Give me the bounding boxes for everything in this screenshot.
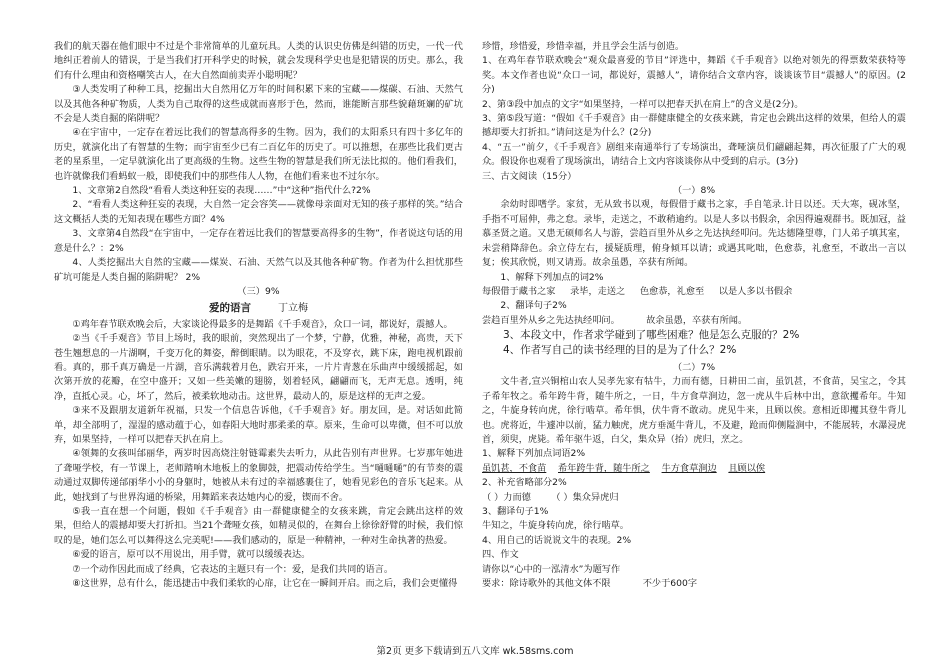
- option-item: 故余虽愚，卒获有所闻。: [646, 314, 748, 326]
- passage-paragraph: ④领舞的女孩叫邰丽华，两岁时因高烧注射链霉素失去听力，从此告别有声世界。七岁那年她进了聋哑学校，有一节课上，老师踏响木地板上的象脚鼓，把震动传给学生。当“嗵嗵嗵”的有节奏的震动通过双脚传递邰丽华小小的身躯时，她被从未有过的幸福感裹住了，她看见彩色的音乐飞起来。从此，她找到了与世界沟通的桥梁，用舞蹈来表达她内心的爱，锲而不舍。: [54, 448, 463, 503]
- option-item: 牛方食草涧边: [661, 462, 717, 474]
- question-options: [482, 462, 906, 476]
- option-item: 以是人多以书假余: [718, 285, 793, 297]
- option-item: （ ）力而德: [482, 491, 531, 503]
- passage-paragraph: ⑥爱的语言，原可以不用说出，用手臂，就可以缓缓表达。: [72, 549, 311, 561]
- question-item: 3、翻译句子1%: [482, 506, 549, 517]
- question-item: 1、解释下列加点词语2%: [482, 448, 586, 460]
- passage-paragraph: ②当《千手观音》节目上场时，我的眼前，突然现出了一个梦，宁静，优雅，神秘，高贵，天下苍生翘想息的一片湖啊，千变万化的舞姿，醉倒眼睛。以为眼花，不及穿衣，跳下床，跑电视机跟前看。真的，那千真万确是一片湖，音乐满载着月色，跌宕开来，一片片青葱在乐曲声中缓缓摇起，如次第开放的花瓣，在空中盛开；又如一些美嫩的翅膀，划着轻风，翩翩而飞，无声无息。透明，纯净，直抵心灵。心，坏了，然后，被柔软地动击。这世界，最动人的，原是这样的无声之爱。: [54, 333, 463, 402]
- article-title: 爱的语言: [209, 302, 252, 315]
- question-item: 4、“五一”前夕，《千手观音》剧组来南通举行了专场演出，聋哑演员们翩翩起舞，再次征服了广大的观众。假设你也观看了现场演出，请结合上文内容谈谈你从中受到的启示。(3分): [482, 141, 906, 168]
- passage-paragraph: ⑧这世界，总有什么，能迅捷击中我们柔软的心扉，让它在一瞬间开启。而之后，我们会更懂得: [72, 578, 458, 590]
- essay-requirement-b: 不少于600字: [642, 578, 698, 590]
- passage-paragraph: ⑤我一直在想一个问题，假如《千手观音》由一群健康健全的女孩来跳，肯定会跳出这样的效果，但给人的震撼却要大打折扣。当21个聋哑女孩，如精灵似的，在舞台上徐徐舒臂的时候，我们惊叹的是，她们怎么可以舞得这么完美呢!——我们感动的，原是一种精神，一种对生命执著的热爱。: [54, 506, 463, 546]
- sub-section-heading: （二）7%: [672, 361, 716, 373]
- question-item: 1、文章第2自然段“看看人类这种狂妄的表现……”中“这种”指代什么?2%: [72, 185, 371, 197]
- option-item: 录毕，走送之: [570, 285, 626, 297]
- left-column: [54, 40, 463, 591]
- passage-paragraph: 我们的航天器在他们眼中不过是个非常简单的儿童玩具。人类的认识史仿佛是纠错的历史，一代一代地纠正着前人的错误，于是当我们打开科学史的时候，就会发现科学史也是犯错误的历史。那么，我们有什么理由和资格嘲笑古人，在大自然面前卖弄小聪明呢？: [54, 41, 463, 81]
- section-heading: （三）9%: [237, 285, 280, 297]
- question-item: 3、文章第4自然段“在宇宙中，一定存在着远比我们的智慧要高得多的生物”，作者说这句话的用意是什么？：2%: [54, 228, 463, 254]
- essay-requirement: [482, 577, 906, 591]
- option-item: 色愈恭，礼愈至: [639, 285, 705, 297]
- option-item: 尝趋百里外从乡之先达执经叩问。: [482, 314, 620, 326]
- section-heading: 三、古文阅读（15分）: [482, 170, 577, 182]
- passage-paragraph: ⑦一个动作因此而成了经典，它表达的主题只有一个：爱，是我们共同的语言。: [72, 563, 394, 575]
- essay-requirement-a: 要求：除诗歌外的其他文体不限: [482, 578, 611, 590]
- option-item: 每假借于藏书之家: [482, 285, 556, 297]
- passage-paragraph: ④在宇宙中，一定存在着远比我们的智慧高得多的生物。因为，我们的太阳系只有四十多亿年的历史，就演化出了有智慧的生物；而宇宙至少已有二百亿年的历史了。可以推想，在那些比我们更古老的星系里，一定早就演化出了更高级的生物。这些生物的智慧是我们所无法比拟的。他们看我们，也许就像我们看蚂蚁一般，即使我们中的那些伟人人物，在他们看来也不过尔尔。: [54, 127, 463, 182]
- passage-paragraph: 珍惜，珍惜爱，珍惜幸福，并且学会生活与创造。: [482, 41, 685, 52]
- option-item: 且顾以俟: [728, 462, 766, 474]
- option-item: （ ）集众异虎归: [551, 491, 619, 503]
- question-item: 2、翻译句子2%: [500, 300, 567, 312]
- question-item: 1、解释下列加点的词2%: [500, 271, 604, 283]
- classical-passage: 余幼时即嗜学。家贫，无从致书以观，每假借于藏书之家，手自笔录.计日以还。天大寒，砚冰坚，手指不可屈伸，弗之怠。录毕，走送之，不敢稍逾约。以是人多以书假余，余因得遍观群书。既加冠，益慕圣贤之道。又患无硕师名人与游，尝趋百里外从乡之先达执经叩问。先达德隆望尊，门人弟子填其室，未尝稍降辞色。余立侍左右，援疑质理，俯身倾耳以请；或遇其叱咄，色愈恭，礼愈至，不敢出一言以复；俟其欣悦，则又请焉。故余虽愚，卒获有所闻。: [482, 199, 906, 269]
- article-author: 丁立梅: [277, 303, 308, 315]
- option-item: 虽饥甚，不食苗: [482, 462, 547, 474]
- question-item: 2、“看看人类这种狂妄的表现，大自然一定会容笑——就像母亲面对无知的孩子那样的笑。”结合这文概括人类的无知表现在哪些方面？4%: [54, 199, 463, 225]
- question-item: 4、人类挖掘出大自然的宝藏——煤炭、石油、天然气以及其他各种矿物。作者为什么担忧那些矿坑可能是人类自掘的陷阱呢？ 2%: [54, 257, 463, 283]
- question-options: [482, 491, 906, 505]
- section-heading: 四、作文: [482, 549, 519, 561]
- article-title-row: [54, 301, 463, 316]
- question-options: [482, 285, 906, 299]
- passage-paragraph: ③人类发明了种种工具，挖掘出大自然用亿万年的时间积累下来的宝藏——煤碳、石油、天然气以及其他各种矿物质，人类为自己取得的这些成就而喜形于色，然而，谁能断言那些貌藉斑斓的矿坑不会是人类自掘的陷阱呢？: [54, 84, 463, 125]
- question-item: 3、第⑤段写道：“假如《千手观音》由一群健康健全的女孩来跳，肯定也会跳出这样的效果，但给人的震撼却要大打折扣。”请问这是为什么？(2分): [482, 113, 906, 139]
- question-item: 2、补充省略部分2%: [482, 477, 567, 489]
- question-text: 牛知之，牛旋身转向虎，徐行啮草。: [482, 520, 629, 532]
- option-item: 希年跨牛背，随牛所之: [558, 462, 650, 474]
- question-item: 3、本段文中，作者求学碰到了哪些困难？他是怎么克服的？2%: [503, 329, 800, 342]
- passage-paragraph: ③来不及跟朋友道新年祝福，只发一个信息告诉他，《千手观音》好。朋友回，是。对话如此简单，却全部明了，湿湿的感动蕴于心，如春阳大地时那柔柔的草。原来，生命可以卑微，但不可以放弃，如果坚持，一样可以把春天扒在肩上。: [54, 405, 463, 445]
- page-footer: 第2页 更多下载请到五八文库 wk.58sms.com: [376, 646, 574, 657]
- question-item: 4、作者写自己的读书经理的目的是为了什么？2%: [503, 343, 737, 356]
- question-options: [482, 314, 906, 328]
- right-column: [482, 40, 906, 591]
- passage-paragraph: ①鸡年春节联欢晚会后，大家谈论得最多的是舞蹈《千手观音》，众口一词，都说好，震撼人。: [72, 318, 453, 330]
- question-item: 1、在鸡年春节联欢晚会“观众最喜爱的节目”评选中，舞蹈《千手观音》以绝对领先的得票数荣获特等奖。本文作者也说“众口一词，都说好，震撼人”，请你结合文章内容，谈谈该节目“震撼人”的原因。(2分): [482, 55, 906, 96]
- essay-prompt: 请你以“心中的一泓清水”为题写作: [482, 563, 621, 575]
- sub-section-heading: （一）8%: [672, 185, 716, 197]
- question-item: 4、用自己的话说说文牛的表现。2%: [482, 534, 632, 546]
- classical-passage: 文牛者,宣兴铜棺山农人吴孝先家有牯牛，力而有德，日耕田二亩，虽饥甚，不食苗，吴宝之，令其子希年牧之。希年跨牛背，随牛所之，一日，牛方食草涧边，忽一虎从牛后林中出，意欲攫希年。牛知之，牛旋身转向虎，徐行啮草。希年惧，伏牛背不敢动。虎见牛来，且顾以俟。意相近即攫其登牛背儿也。虎将近，牛遽冲以前，猛力触虎，虎方垂涎牛背儿，不及避，跄而仰侧隘涧中，不能展转，水瀑浸虎首，须臾，虎毙。希年驱牛返，白父，集众异（抬）虎归，烹之。: [482, 376, 906, 445]
- question-item: 2、第③段中加点的文字“如果坚持，一样可以把春天扒在肩上”的含义是(2分)。: [482, 98, 804, 110]
